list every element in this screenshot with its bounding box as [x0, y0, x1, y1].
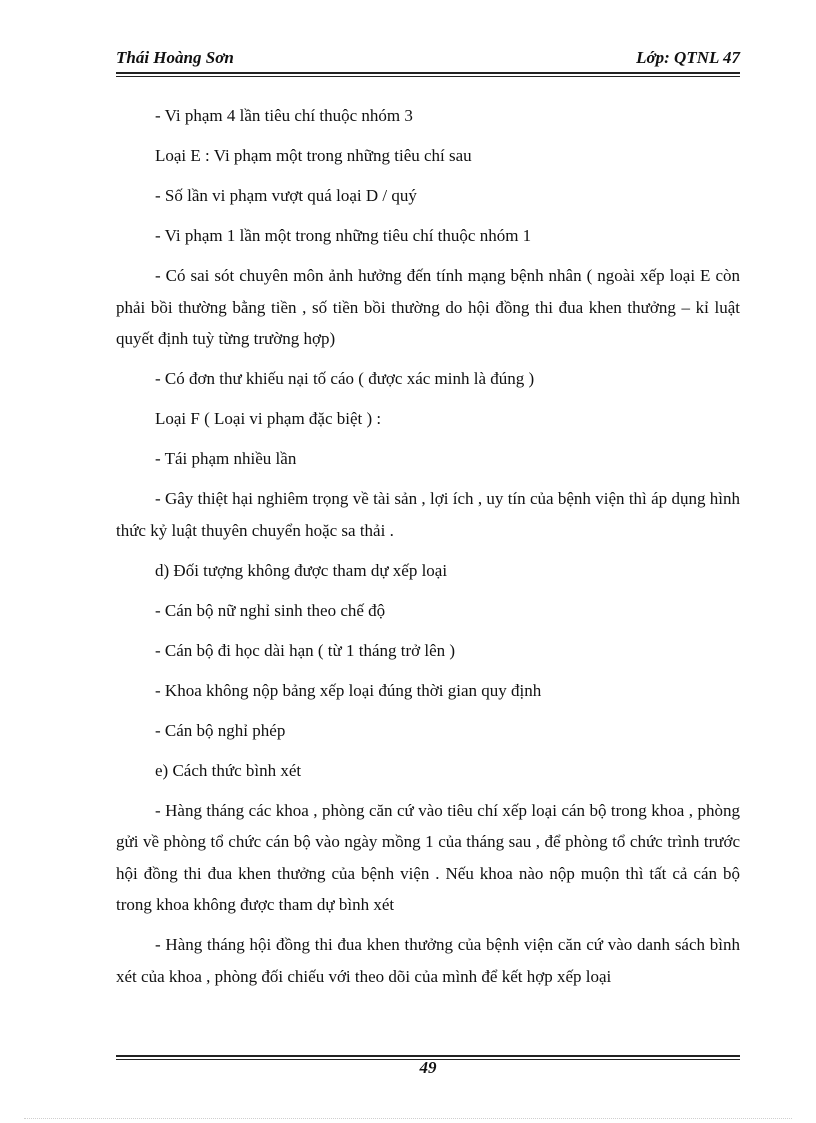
footer-rule [116, 1055, 740, 1057]
paragraph: - Gây thiệt hại nghiêm trọng về tài sản , lợi ích , uy tín của bệnh viện thì áp dụng hình thức kỷ luật thuyên chuyển hoặc sa thải . [116, 489, 740, 540]
header-class-label: Lớp: QTNL 47 [636, 48, 740, 67]
paragraph: - Có đơn thư khiếu nại tố cáo ( được xác minh là đúng ) [155, 369, 535, 388]
body-text [116, 100, 740, 1001]
header-rule [116, 72, 740, 74]
page-header [116, 48, 740, 72]
paragraph: - Cán bộ nữ nghỉ sinh theo chế độ [155, 600, 386, 620]
header-rule-thin [116, 76, 740, 77]
paragraph: - Tái phạm nhiều lần [155, 449, 297, 468]
page-number: 49 [419, 1058, 437, 1077]
paragraph: Loại F ( Loại vi phạm đặc biệt ) : [155, 409, 382, 428]
paragraph: - Cán bộ đi học dài hạn ( từ 1 tháng trở lên ) [155, 640, 456, 660]
paragraph: - Khoa không nộp bảng xếp loại đúng thời gian quy định [155, 680, 542, 700]
paragraph: Loại E : Vi phạm một trong những tiêu chí sau [155, 146, 472, 165]
paragraph: - Số lần vi phạm vượt quá loại D / quý [155, 186, 417, 205]
page-edge-divider [24, 1118, 792, 1119]
paragraph: - Vi phạm 4 lần tiêu chí thuộc nhóm 3 [155, 106, 413, 125]
paragraph: - Hàng tháng hội đồng thi đua khen thưởng của bệnh viện căn cứ vào danh sách bình xét của khoa , phòng đối chiếu với theo dõi của mình để kết hợp xếp loại [116, 935, 740, 986]
paragraph: d) Đối tượng không được tham dự xếp loại [155, 560, 448, 580]
paragraph: e) Cách thức bình xét [155, 760, 302, 780]
paragraph: - Cán bộ nghỉ phép [155, 720, 286, 740]
paragraph: - Có sai sót chuyên môn ảnh hưởng đến tính mạng bệnh nhân ( ngoài xếp loại E còn phải bồi thường bằng tiền , số tiền bồi thường do hội đồng thi đua khen thưởng – kỉ luật quyết định tuỳ từng trường hợp) [116, 266, 740, 348]
paragraph: - Vi phạm 1 lần một trong những tiêu chí thuộc nhóm 1 [155, 226, 532, 245]
header-author: Thái Hoàng Sơn [116, 48, 234, 67]
paragraph: - Hàng tháng các khoa , phòng căn cứ vào tiêu chí xếp loại cán bộ trong khoa , phòng gửi về phòng tổ chức cán bộ vào ngày mồng 1 của tháng sau , để phòng tổ chức trình trước hội đồng thi đua khen thưởng của bệnh viện . Nếu khoa nào nộp muộn thì tất cả cán bộ trong khoa không được tham dự bình xét [116, 800, 740, 914]
